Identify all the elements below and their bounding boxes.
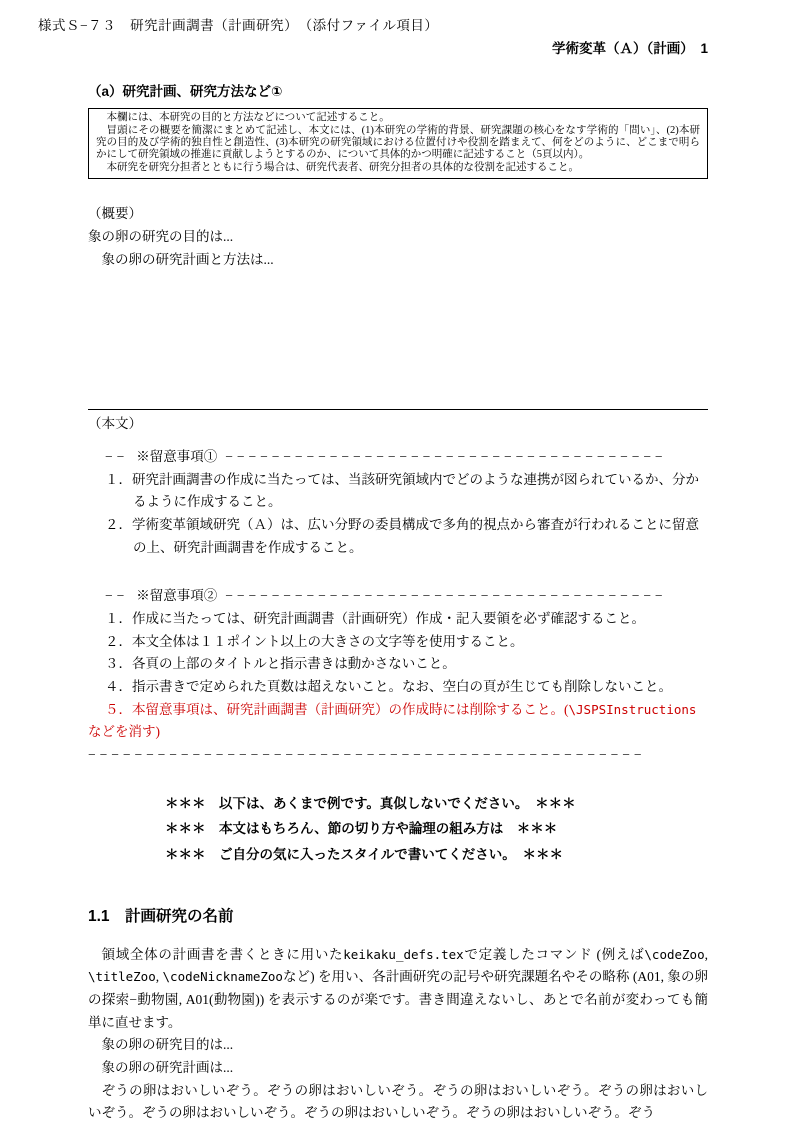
example-notice-line: ＊＊＊ 以下は、あくまで例です。真似しないでください。 ＊＊＊ (165, 795, 576, 811)
page-header-right: 学術変革（Ａ）（計画） 1 (551, 41, 708, 56)
note1-heading (105, 446, 708, 469)
red-warning-text: などを消す) (88, 724, 160, 740)
instruction-box (88, 108, 708, 179)
instruction-paragraph: 本欄には、本研究の目的と方法などについて記述すること。 (106, 112, 390, 124)
note1-item: ２．学術変革領域研究（Ａ）は、広い分野の委員構成で多角的視点から審査が行われることに留意の上、研究計画調書を作成すること。 (105, 516, 699, 555)
body-text: , (704, 946, 708, 962)
closing-dashed-line: −−−−−−−−−−−−−−−−−−−−−−−−−−−−−−−−−−−−−−−−−−−−−−−− (88, 746, 646, 762)
dash-prefix: −− (105, 448, 129, 464)
sample-text-paragraph: ぞうの卵はおいしいぞう。ぞうの卵はおいしいぞう。ぞうの卵はおいしいぞう。ぞうの卵はおいしいぞう。ぞうの卵はおいしいぞう。ぞうの卵はおいしいぞう。ぞうの卵はおいしいぞう。ぞう (88, 1082, 708, 1121)
note2-item-red-warning (88, 699, 708, 744)
note2-item: ４．指示書きで定められた頁数は超えないこと。なお、空白の頁が生じても削除しないこと。 (105, 678, 672, 694)
note2-label: ※留意事項② (136, 588, 218, 604)
dash-run: −−−−−−−−−−−−−−−−−−−−−−−−−−−−−−−−−−−−−− (225, 588, 667, 604)
dash-run: −−−−−−−−−−−−−−−−−−−−−−−−−−−−−−−−−−−−−− (225, 448, 667, 464)
summary-label: （概要） (88, 206, 142, 222)
horizontal-rule (88, 409, 708, 410)
form-number-header: 様式Ｓ−７３ 研究計画調書（計画研究） （添付ファイル項目） (38, 18, 439, 33)
note2-heading (105, 585, 708, 608)
dash-prefix: −− (105, 588, 129, 604)
example-notice-line: ＊＊＊ ご自分の気に入ったスタイルで書いてください。 ＊＊＊ (165, 846, 563, 862)
note2-item: ２．本文全体は１１ポイント以上の大きさの文字等を使用すること。 (105, 633, 524, 649)
note1-item: １．研究計画調書の作成に当たっては、当該研究領域内でどのような連携が図られているか、分かるように作成すること。 (105, 471, 699, 510)
summary-line: 象の卵の研究計画と方法は... (101, 251, 274, 267)
instruction-paragraph: 本研究を研究分担者とともに行う場合は、研究代表者、研究分担者の具体的な役割を記述すること。 (106, 161, 579, 173)
latex-filename-text: keikaku_defs.tex (343, 946, 464, 962)
latex-command-text: \titleZoo (88, 969, 156, 985)
section-a-heading: （a）研究計画、研究方法など① (88, 83, 283, 99)
section-1-1-paragraph (88, 944, 708, 1035)
page-content (88, 38, 708, 1123)
note1-label: ※留意事項① (136, 448, 218, 464)
summary-line: 象の卵の研究の目的は... (88, 228, 234, 244)
body-line: 象の卵の研究目的は... (101, 1037, 234, 1053)
note2-item: ３．各頁の上部のタイトルと指示書きは動かさないこと。 (105, 656, 456, 672)
blank-space (88, 271, 708, 409)
body-line: 象の卵の研究計画は... (101, 1059, 234, 1075)
latex-command-text: \codeZoo (644, 946, 705, 962)
latex-command-text: \JSPSInstructions (568, 701, 697, 717)
body-text: など) を用い、各計画研究の記号や研究課題名やその略称 (A01, 象の卵の探索−動物園, A01(動物園)) を表示するのが楽です。書き間違えないし、あとで名前が変わっても簡単に直せます。 (88, 969, 708, 1030)
body-text: 領域全体の計画書を書くときに用いた (101, 946, 344, 962)
instruction-paragraph: 冒頭にその概要を簡潔にまとめて記述し、本文には、(1)本研究の学術的背景、研究課題の核心をなす学術的「問い」、(2)本研究の目的及び学術的独自性と創造性、(3)本研究の研究領域における位置付けや役割を踏まえて、何をどのように、どこまで明らかにして研究領域の推進に貢献しようとするのか、について具体的かつ明確に記述すること（5頁以内）。 (96, 124, 700, 161)
example-notice-line: ＊＊＊ 本文はもちろん、節の切り方や論理の組み方は ＊＊＊ (165, 821, 558, 837)
section-1-1-heading: 1.1 計画研究の名前 (88, 907, 234, 925)
example-notice-block (165, 791, 708, 868)
red-warning-text: ５．本留意事項は、研究計画調書（計画研究）の作成時には削除すること。( (105, 701, 569, 717)
main-body-label: （本文） (88, 416, 142, 432)
latex-command-text: \codeNicknameZoo (162, 969, 283, 985)
body-text: で定義したコマンド (例えば (463, 946, 645, 962)
body-text: , (155, 969, 163, 985)
note2-item: １．作成に当たっては、研究計画調書（計画研究）作成・記入要領を必ず確認すること。 (105, 610, 645, 626)
